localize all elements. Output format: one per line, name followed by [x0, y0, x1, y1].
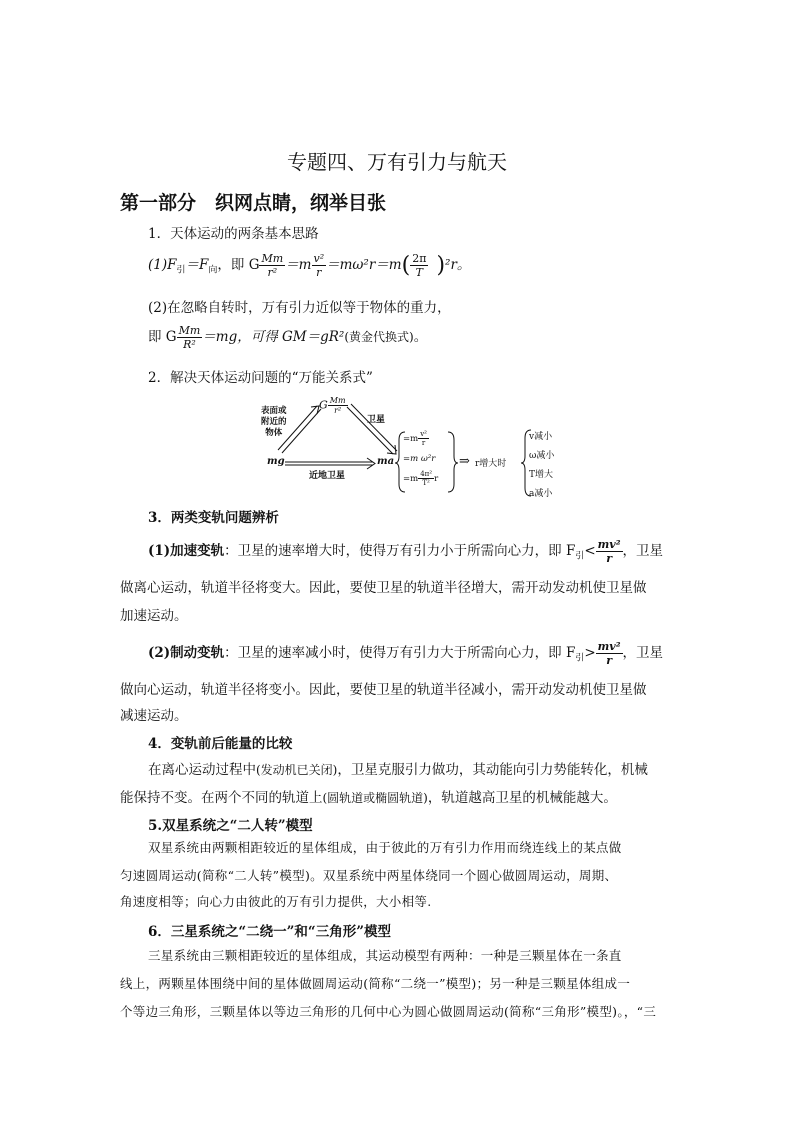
text: 向 [208, 265, 218, 276]
mg-label: mg [267, 456, 285, 467]
surface-object-label [261, 406, 287, 439]
text: ＝F [185, 257, 209, 273]
text: r [316, 266, 322, 279]
section-6-heading: 6．三星系统之“二绕一”和“三角形”模型 [148, 924, 391, 940]
text: > [584, 645, 596, 661]
paren: ( [401, 253, 411, 278]
section-1-line-2: (2)在忽略自转时，万有引力近似等于物体的重力， [148, 300, 451, 316]
text: (2)制动变轨 [148, 645, 225, 661]
section-4-line-2 [120, 786, 617, 806]
implies-arrow: ⇒ [459, 454, 470, 469]
text: ，卫星 [622, 543, 664, 559]
text: =m [403, 434, 419, 444]
page-title: 专题四、万有引力与航天 [287, 150, 507, 174]
near-earth-satellite-label: 近地卫星 [309, 471, 346, 481]
text: r [434, 474, 439, 484]
text: 表面或 [261, 406, 287, 416]
list-item: v减小 [529, 432, 553, 442]
text: Mm [178, 324, 201, 337]
fraction: $\frac{\text{mv²}}{r}$ [597, 538, 621, 565]
ma-label: ma [377, 456, 395, 467]
condition-label: r增大时 [475, 459, 507, 469]
text: 能保持不变。在两个不同的轨道上 [120, 790, 323, 806]
results-list [529, 428, 554, 504]
text: ²r。 [445, 257, 471, 273]
text: (发动机已关闭) [256, 763, 338, 777]
section-3-p2-line-3: 减速运动。 [120, 708, 188, 724]
formula-line-1 [148, 252, 470, 279]
text: (圆轨道或椭圆轨道) [322, 791, 428, 805]
fraction [177, 324, 203, 351]
section-3-p1-line-1 [148, 538, 663, 565]
text: < [584, 543, 596, 559]
text: ，即 G [217, 257, 260, 273]
section-6-line-1: 三星系统由三颗相距较近的星体组成，其运动模型有两种：一种是三颗星体在一条直 [148, 948, 622, 963]
text: 。 [413, 329, 428, 345]
text: r² [334, 406, 342, 415]
fraction: $\frac{\text{v²}}{r}$ [420, 430, 427, 447]
section-5-heading: 5.双星系统之“二人转”模型 [148, 818, 313, 834]
formula-line-3 [148, 324, 427, 351]
text: 物体 [265, 428, 283, 438]
gravity-expression [319, 396, 348, 415]
part-heading: 第一部分 织网点睛，纲举目张 [120, 192, 387, 214]
list-item: ω减小 [529, 451, 555, 461]
universal-relation-diagram [255, 392, 585, 502]
text: 在离心运动过程中 [148, 762, 256, 778]
text: R² [183, 338, 196, 351]
formula-3 [403, 470, 438, 487]
text: 附近的 [261, 417, 287, 427]
text: (1)加速变轨 [148, 543, 225, 559]
text: (黄金代换式) [344, 330, 414, 344]
text: ＝mω²r＝m [326, 257, 402, 273]
section-3-p1-line-2: 做离心运动，轨道半径将变大。因此，要使卫星的轨道半径增大，需开动发动机使卫星做 [120, 580, 647, 596]
text: =m [403, 474, 419, 484]
paren: ) [436, 253, 446, 278]
text: ：卫星的速率增大时，使得万有引力小于所需向心力，即 F [224, 543, 576, 559]
text: v² [313, 252, 325, 265]
fraction: $\frac{\text{mv²}}{r}$ [597, 640, 621, 667]
section-3-heading: 3．两类变轨问题辨析 [148, 510, 279, 526]
text: 引 [575, 653, 585, 664]
section-3-p1-line-3: 加速运动。 [120, 608, 188, 624]
text: T [415, 266, 423, 279]
list-item: T增大 [529, 470, 554, 480]
section-4-line-1 [148, 758, 648, 778]
text: ＝m [285, 257, 312, 273]
text: ，卫星 [622, 645, 664, 661]
section-4-heading: 4．变轨前后能量的比较 [148, 736, 293, 752]
text: 引 [575, 551, 585, 562]
text: r² [267, 266, 278, 279]
fraction [312, 252, 327, 279]
section-1-heading: 1．天体运动的两条基本思路 [148, 226, 319, 242]
section-6-line-2: 线上，两颗星体围绕中间的星体做圆周运动(简称“二绕一”模型)；另一种是三颗星体组成一 [120, 976, 631, 991]
text: ＝mg，可得 GM＝gR² [202, 329, 345, 345]
text: 引 [176, 265, 186, 276]
section-3-p2-line-1 [148, 640, 663, 667]
fraction: $\frac{2\pi}{T}$ [412, 252, 427, 279]
formula-1 [403, 430, 429, 447]
fraction [328, 396, 348, 415]
section-3-p2-line-2: 做向心运动，轨道半径将变小。因此，要使卫星的轨道半径减小，需开动发动机使卫星做 [120, 682, 647, 698]
text: (1)F [148, 257, 177, 273]
text: Mm [329, 396, 346, 405]
satellite-label: 卫星 [367, 415, 386, 425]
list-item: a减小 [529, 489, 553, 499]
fraction: $\frac{\text{4π²}}{\text{T²}}$ [420, 470, 433, 487]
text: G [319, 398, 328, 412]
text: ：卫星的速率减小时，使得万有引力大于所需向心力，即 F [224, 645, 576, 661]
fraction [259, 252, 285, 279]
section-2-heading: 2．解决天体运动问题的“万能关系式” [148, 370, 373, 386]
section-6-line-3: 个等边三角形，三颗星体以等边三角形的几何中心为圆心做圆周运动(简称“三角形”模型)。，“三 [120, 1004, 657, 1019]
section-5-line-1: 双星系统由两颗相距较近的星体组成，由于彼此的万有引力作用而绕连线上的某点做 [148, 840, 622, 855]
text: ，轨道越高卫星的机械能越大。 [427, 790, 617, 806]
section-5-line-2: 匀速圆周运动(简称“二人转”模型)。双星系统中两星体绕同一个圆心做圆周运动，周期、 [120, 868, 618, 883]
section-5-line-3: 角速度相等；向心力由彼此的万有引力提供，大小相等. [120, 894, 432, 909]
text: ，卫星克服引力做功，其动能向引力势能转化，机械 [337, 762, 648, 778]
text: Mm [261, 252, 284, 265]
formula-2: =m ω²r [403, 454, 436, 464]
text: 即 G [148, 329, 177, 345]
